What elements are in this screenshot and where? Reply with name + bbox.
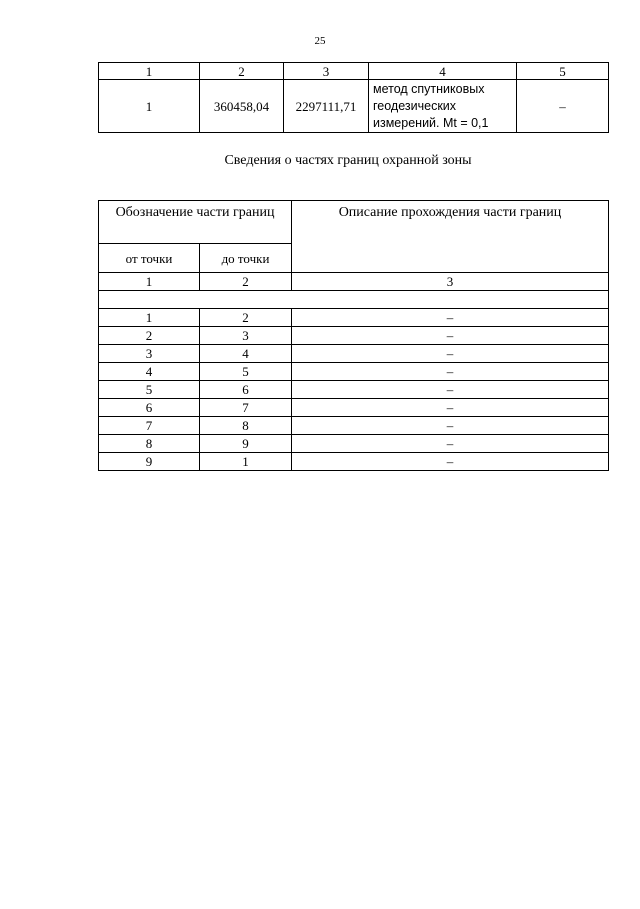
header-cell: 2 [200, 63, 284, 80]
y-coordinate-cell: 2297111,71 [284, 80, 369, 133]
page-number: 25 [314, 35, 326, 47]
from-cell: 4 [99, 363, 200, 381]
table-row [99, 453, 609, 471]
point-number-cell: 1 [99, 80, 200, 133]
table-row [99, 327, 609, 345]
table-row [99, 80, 609, 133]
description-cell: – [292, 435, 609, 453]
method-line: измерений. Mt = 0,1 [373, 115, 489, 130]
table-row [99, 345, 609, 363]
method-line: геодезических [373, 98, 457, 113]
empty-cell [99, 291, 609, 309]
header-cell: 4 [369, 63, 517, 80]
description-cell: – [292, 381, 609, 399]
table-row [99, 417, 609, 435]
method-cell [369, 80, 517, 133]
to-cell: 3 [200, 327, 292, 345]
to-point-header: до точки [200, 244, 292, 273]
coordinates-header-row [99, 63, 609, 80]
table-row [99, 381, 609, 399]
index-cell: 3 [292, 273, 609, 291]
from-cell: 3 [99, 345, 200, 363]
to-cell: 2 [200, 309, 292, 327]
section-title: Сведения о частях границ охранной зоны [224, 153, 472, 168]
header-cell: 3 [284, 63, 369, 80]
from-cell: 8 [99, 435, 200, 453]
description-cell: – [292, 327, 609, 345]
column-index-row [99, 273, 609, 291]
from-cell: 2 [99, 327, 200, 345]
description-cell: – [292, 363, 609, 381]
from-cell: 7 [99, 417, 200, 435]
header-cell: 1 [99, 63, 200, 80]
table-row [99, 309, 609, 327]
method-line: метод спутниковых [373, 81, 485, 96]
table-row [99, 399, 609, 417]
from-cell: 6 [99, 399, 200, 417]
to-cell: 6 [200, 381, 292, 399]
parts-header-row [99, 201, 609, 244]
description-header: Описание прохождения части границ [292, 201, 609, 273]
description-cell: – [292, 417, 609, 435]
boundary-parts-table [98, 200, 609, 471]
to-cell: 1 [200, 453, 292, 471]
empty-row [99, 291, 609, 309]
from-cell: 9 [99, 453, 200, 471]
description-cell: – [292, 453, 609, 471]
table-row [99, 435, 609, 453]
from-point-header: от точки [99, 244, 200, 273]
designation-header: Обозначение части границ [99, 201, 292, 244]
to-cell: 8 [200, 417, 292, 435]
header-cell: 5 [517, 63, 609, 80]
coordinates-table [98, 62, 609, 133]
x-coordinate-cell: 360458,04 [200, 80, 284, 133]
to-cell: 5 [200, 363, 292, 381]
table-row [99, 363, 609, 381]
index-cell: 2 [200, 273, 292, 291]
to-cell: 4 [200, 345, 292, 363]
col5-cell: – [517, 80, 609, 133]
to-cell: 7 [200, 399, 292, 417]
from-cell: 1 [99, 309, 200, 327]
description-cell: – [292, 345, 609, 363]
description-cell: – [292, 399, 609, 417]
from-cell: 5 [99, 381, 200, 399]
description-cell: – [292, 309, 609, 327]
index-cell: 1 [99, 273, 200, 291]
to-cell: 9 [200, 435, 292, 453]
